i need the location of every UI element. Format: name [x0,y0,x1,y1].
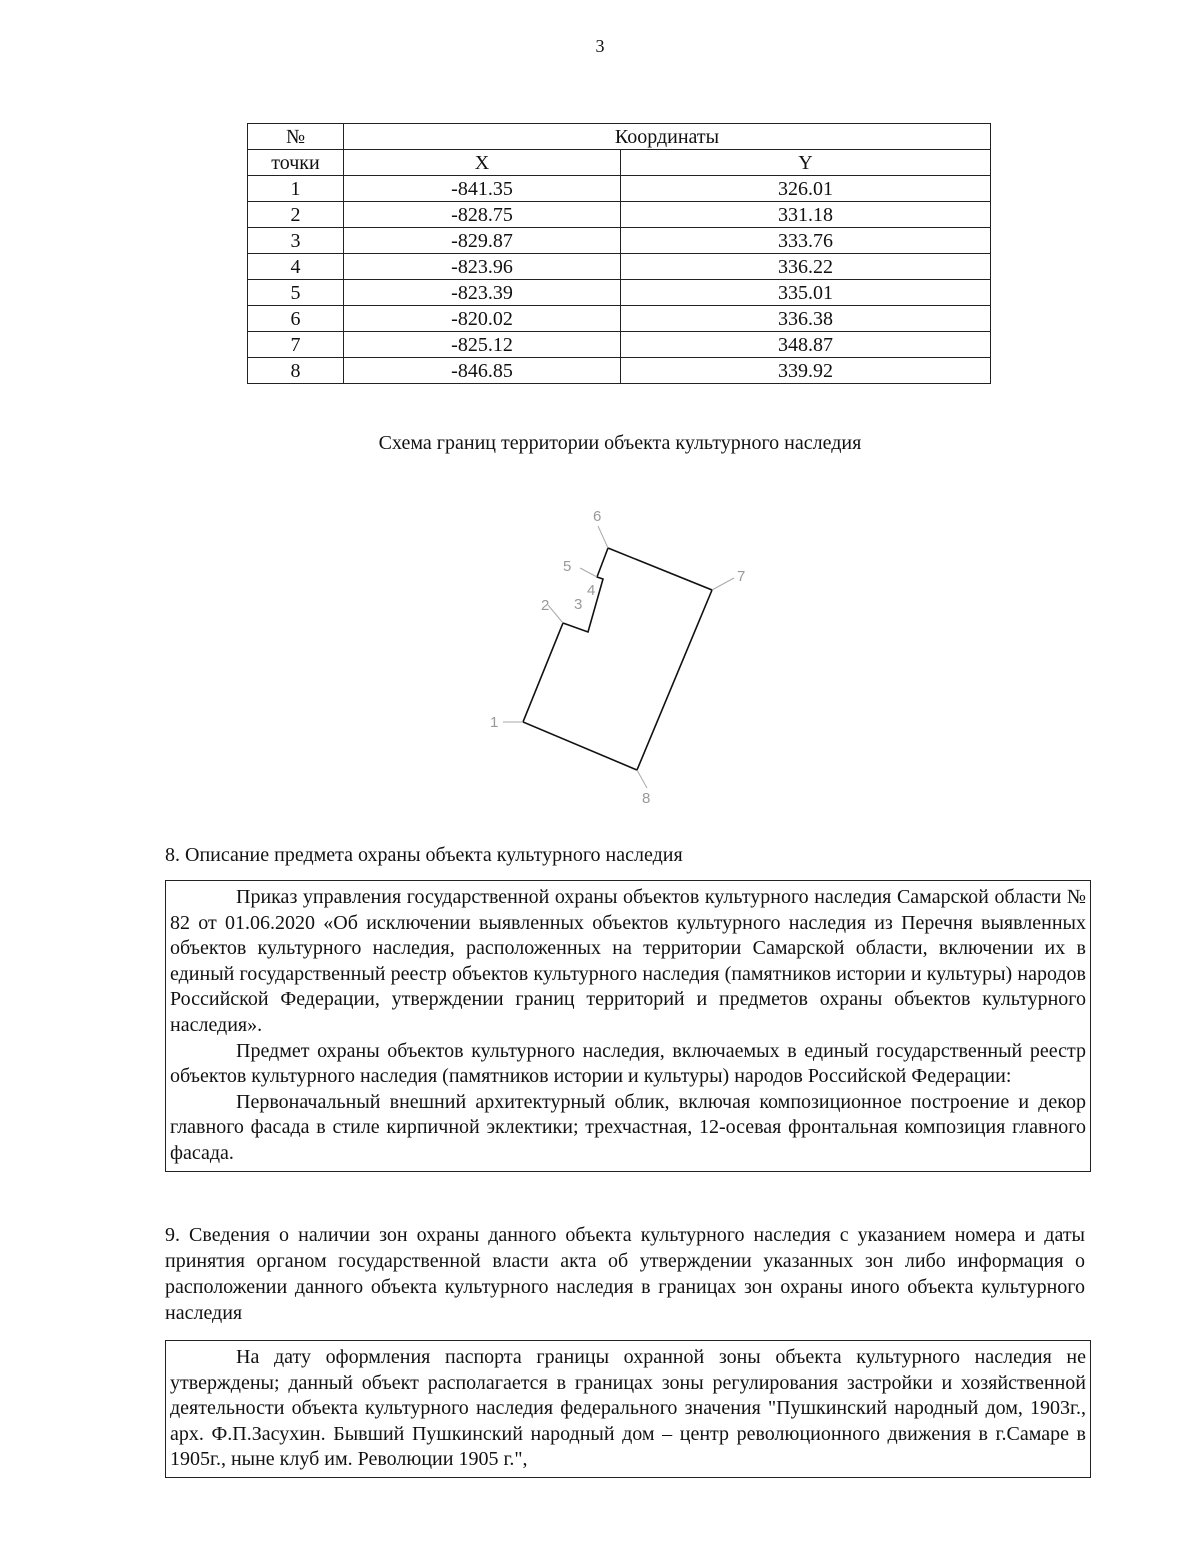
x-value: -823.96 [344,254,621,280]
x-value: -828.75 [344,202,621,228]
leader-line-5 [580,568,597,577]
table-row [248,202,991,228]
leader-line-7 [712,578,734,590]
point-label-4: 4 [587,582,596,599]
point-label-6: 6 [593,508,602,525]
section-8-paragraph-3: Первоначальный внешний архитектурный облик, включая композиционное построение и декор главного фасада в стиле кирпичной эклектики; трехчастная, 12-осевая фронтальная композиция главного фасада. [170,1090,1086,1164]
section-8-heading: 8. Описание предмета охраны объекта культурного наследия [165,844,683,866]
point-number: 5 [248,280,344,306]
section-8-paragraph-1: Приказ управления государственной охраны объектов культурного наследия Самарской области № 82 от 01.06.2020 «Об исключении выявленных объектов культурного наследия из Перечня выявленных объектов культурного наследия, расположенных на территории Самарской области, включении их в единый государственный реестр объектов культурного наследия (памятников истории и культуры) народов Российской Федерации, утверждении границ территорий и предметов охраны объектов культурного наследия». [170,886,1086,1036]
point-number: 3 [248,228,344,254]
section-8-box [165,880,1091,1172]
table-row [248,254,991,280]
table-row [248,358,991,384]
x-value: -825.12 [344,332,621,358]
point-number: 7 [248,332,344,358]
point-label-5: 5 [563,558,572,575]
x-value: -841.35 [344,176,621,202]
point-number: 1 [248,176,344,202]
point-number: 2 [248,202,344,228]
table-row [248,332,991,358]
point-label-2: 2 [541,597,550,614]
x-value: -823.39 [344,280,621,306]
table-row [248,228,991,254]
section-9-paragraph-1: На дату оформления паспорта границы охранной зоны объекта культурного наследия не утверждены; данный объект располагается в границах зоны регулирования застройки и хозяйственной деятельности объекта культурного наследия федерального значения "Пушкинский народный дом, 1903г., арх. Ф.П.Засухин. Бывший Пушкинский народный дом – центр революционного движения в г.Самаре в 1905г., ныне клуб им. Революции 1905 г.", [170,1346,1086,1471]
point-label-1: 1 [490,714,499,731]
point-number: 4 [248,254,344,280]
header-point-no: № [248,124,344,150]
table-row [248,280,991,306]
y-value: 331.18 [621,202,991,228]
coordinates-table [247,123,991,384]
table-row [248,306,991,332]
point-label-7: 7 [737,568,746,585]
header-x: X [344,150,621,176]
header-coordinates: Координаты [344,124,991,150]
section-9-heading: 9. Сведения о наличии зон охраны данного объекта культурного наследия с указанием номера и даты принятия органом государственной власти акта об утверждении указанных зон либо информация о расположении данного объекта культурного наследия в границах зон охраны иного объекта культурного наследия [165,1224,1085,1324]
y-value: 348.87 [621,332,991,358]
header-y: Y [621,150,991,176]
point-label-8: 8 [642,790,651,807]
point-number: 6 [248,306,344,332]
scheme-title: Схема границ территории объекта культурного наследия [378,432,862,454]
table-row [248,176,991,202]
boundary-polygon [523,548,712,770]
y-value: 333.76 [621,228,991,254]
y-value: 336.38 [621,306,991,332]
section-8-paragraph-2: Предмет охраны объектов культурного наследия, включаемых в единый государственный реестр объектов культурного наследия (памятников истории и культуры) народов Российской Федерации: [170,1039,1086,1088]
point-number: 8 [248,358,344,384]
y-value: 335.01 [621,280,991,306]
x-value: -829.87 [344,228,621,254]
x-value: -820.02 [344,306,621,332]
y-value: 336.22 [621,254,991,280]
point-label-3: 3 [574,596,583,613]
page-number: 3 [595,36,605,56]
boundary-scheme [470,490,770,820]
leader-line-6 [598,526,608,548]
header-point-label: точки [248,150,344,176]
x-value: -846.85 [344,358,621,384]
section-9-box [165,1340,1091,1478]
leader-line-8 [637,770,647,788]
leader-line-2 [548,605,563,623]
y-value: 326.01 [621,176,991,202]
y-value: 339.92 [621,358,991,384]
